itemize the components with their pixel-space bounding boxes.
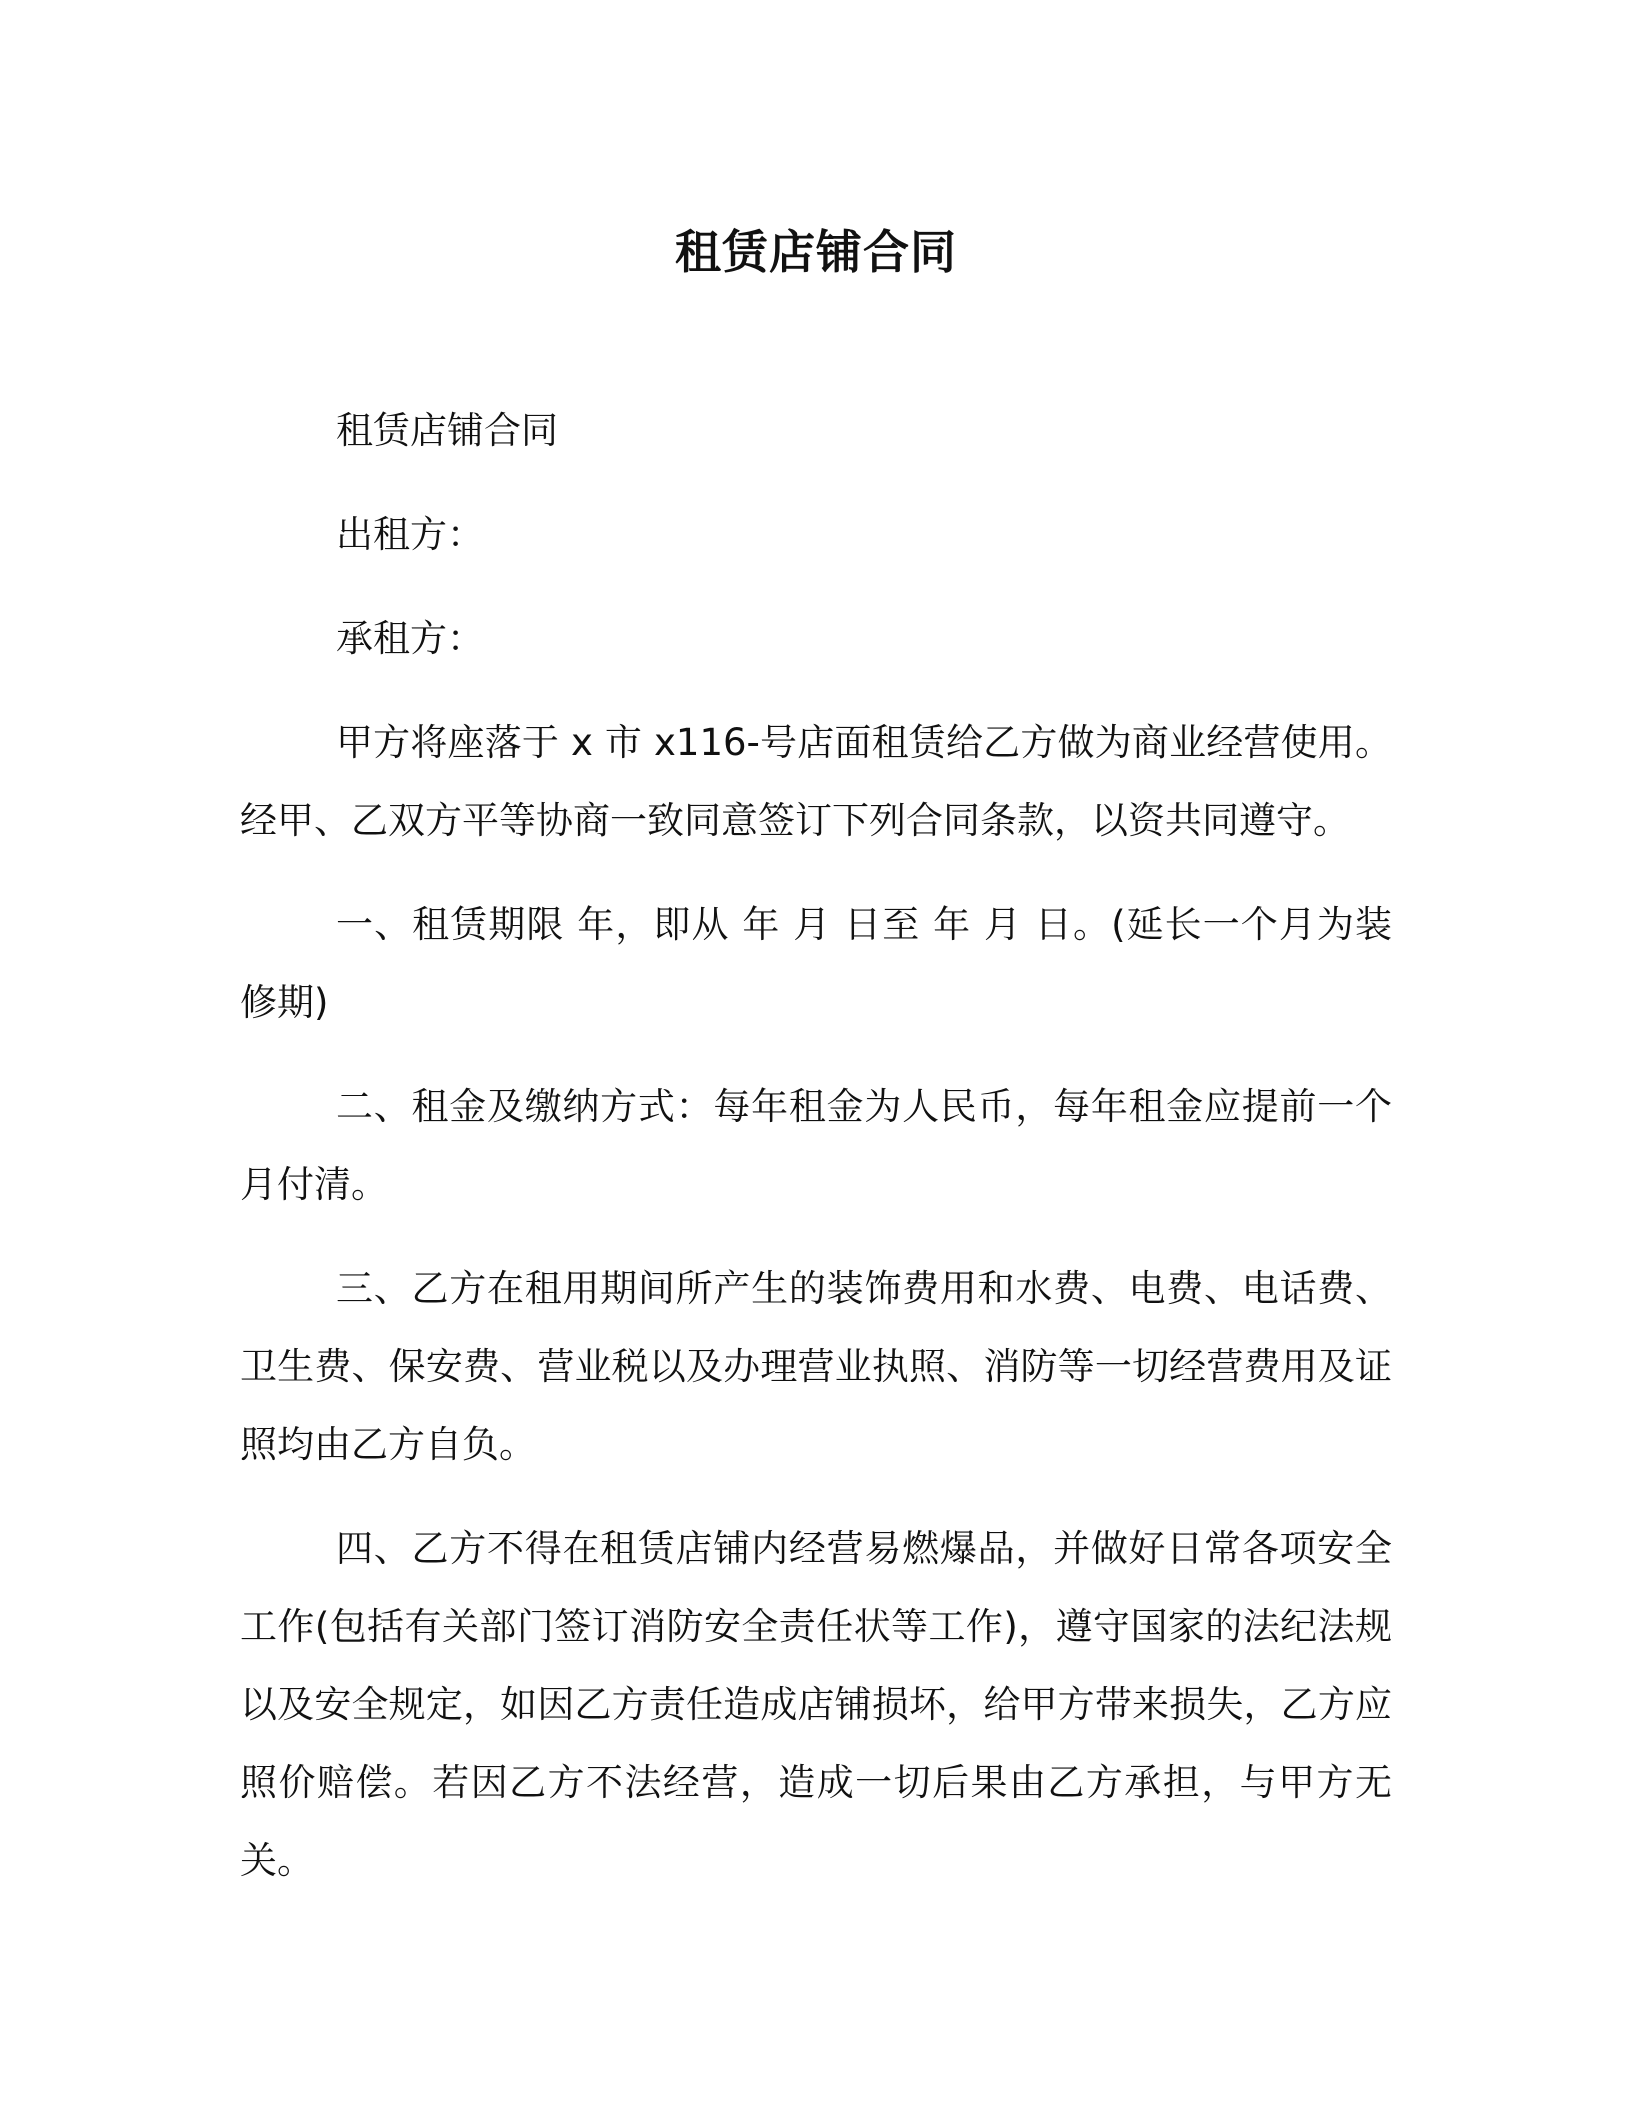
document-body	[240, 392, 1392, 1926]
paragraph-lessor: 出租方：	[336, 513, 484, 556]
paragraph-clause-2: 二、租金及缴纳方式：每年租金为人民币，每年租金应提前一个月付清。	[240, 1085, 1392, 1206]
document-title: 租赁店铺合同	[675, 225, 957, 279]
paragraph-clause-1: 一、租赁期限 年，即从 年 月 日至 年 月 日。(延长一个月为装修期)	[240, 903, 1392, 1024]
paragraph-clause-4: 四、乙方不得在租赁店铺内经营易燃爆品，并做好日常各项安全工作(包括有关部门签订消防安全责任状等工作)，遵守国家的法纪法规以及安全规定，如因乙方责任造成店铺损坏，给甲方带来损失，乙方应照价赔偿。若因乙方不法经营，造成一切后果由乙方承担，与甲方无关。	[240, 1527, 1392, 1882]
paragraph-lessee: 承租方：	[336, 617, 484, 660]
paragraph-intro: 甲方将座落于 x 市 x116-号店面租赁给乙方做为商业经营使用。经甲、乙双方平等协商一致同意签订下列合同条款，以资共同遵守。	[240, 721, 1392, 842]
paragraph-heading: 租赁店铺合同	[336, 409, 558, 452]
paragraph-clause-3: 三、乙方在租用期间所产生的装饰费用和水费、电费、电话费、卫生费、保安费、营业税以及办理营业执照、消防等一切经营费用及证照均由乙方自负。	[240, 1267, 1392, 1466]
